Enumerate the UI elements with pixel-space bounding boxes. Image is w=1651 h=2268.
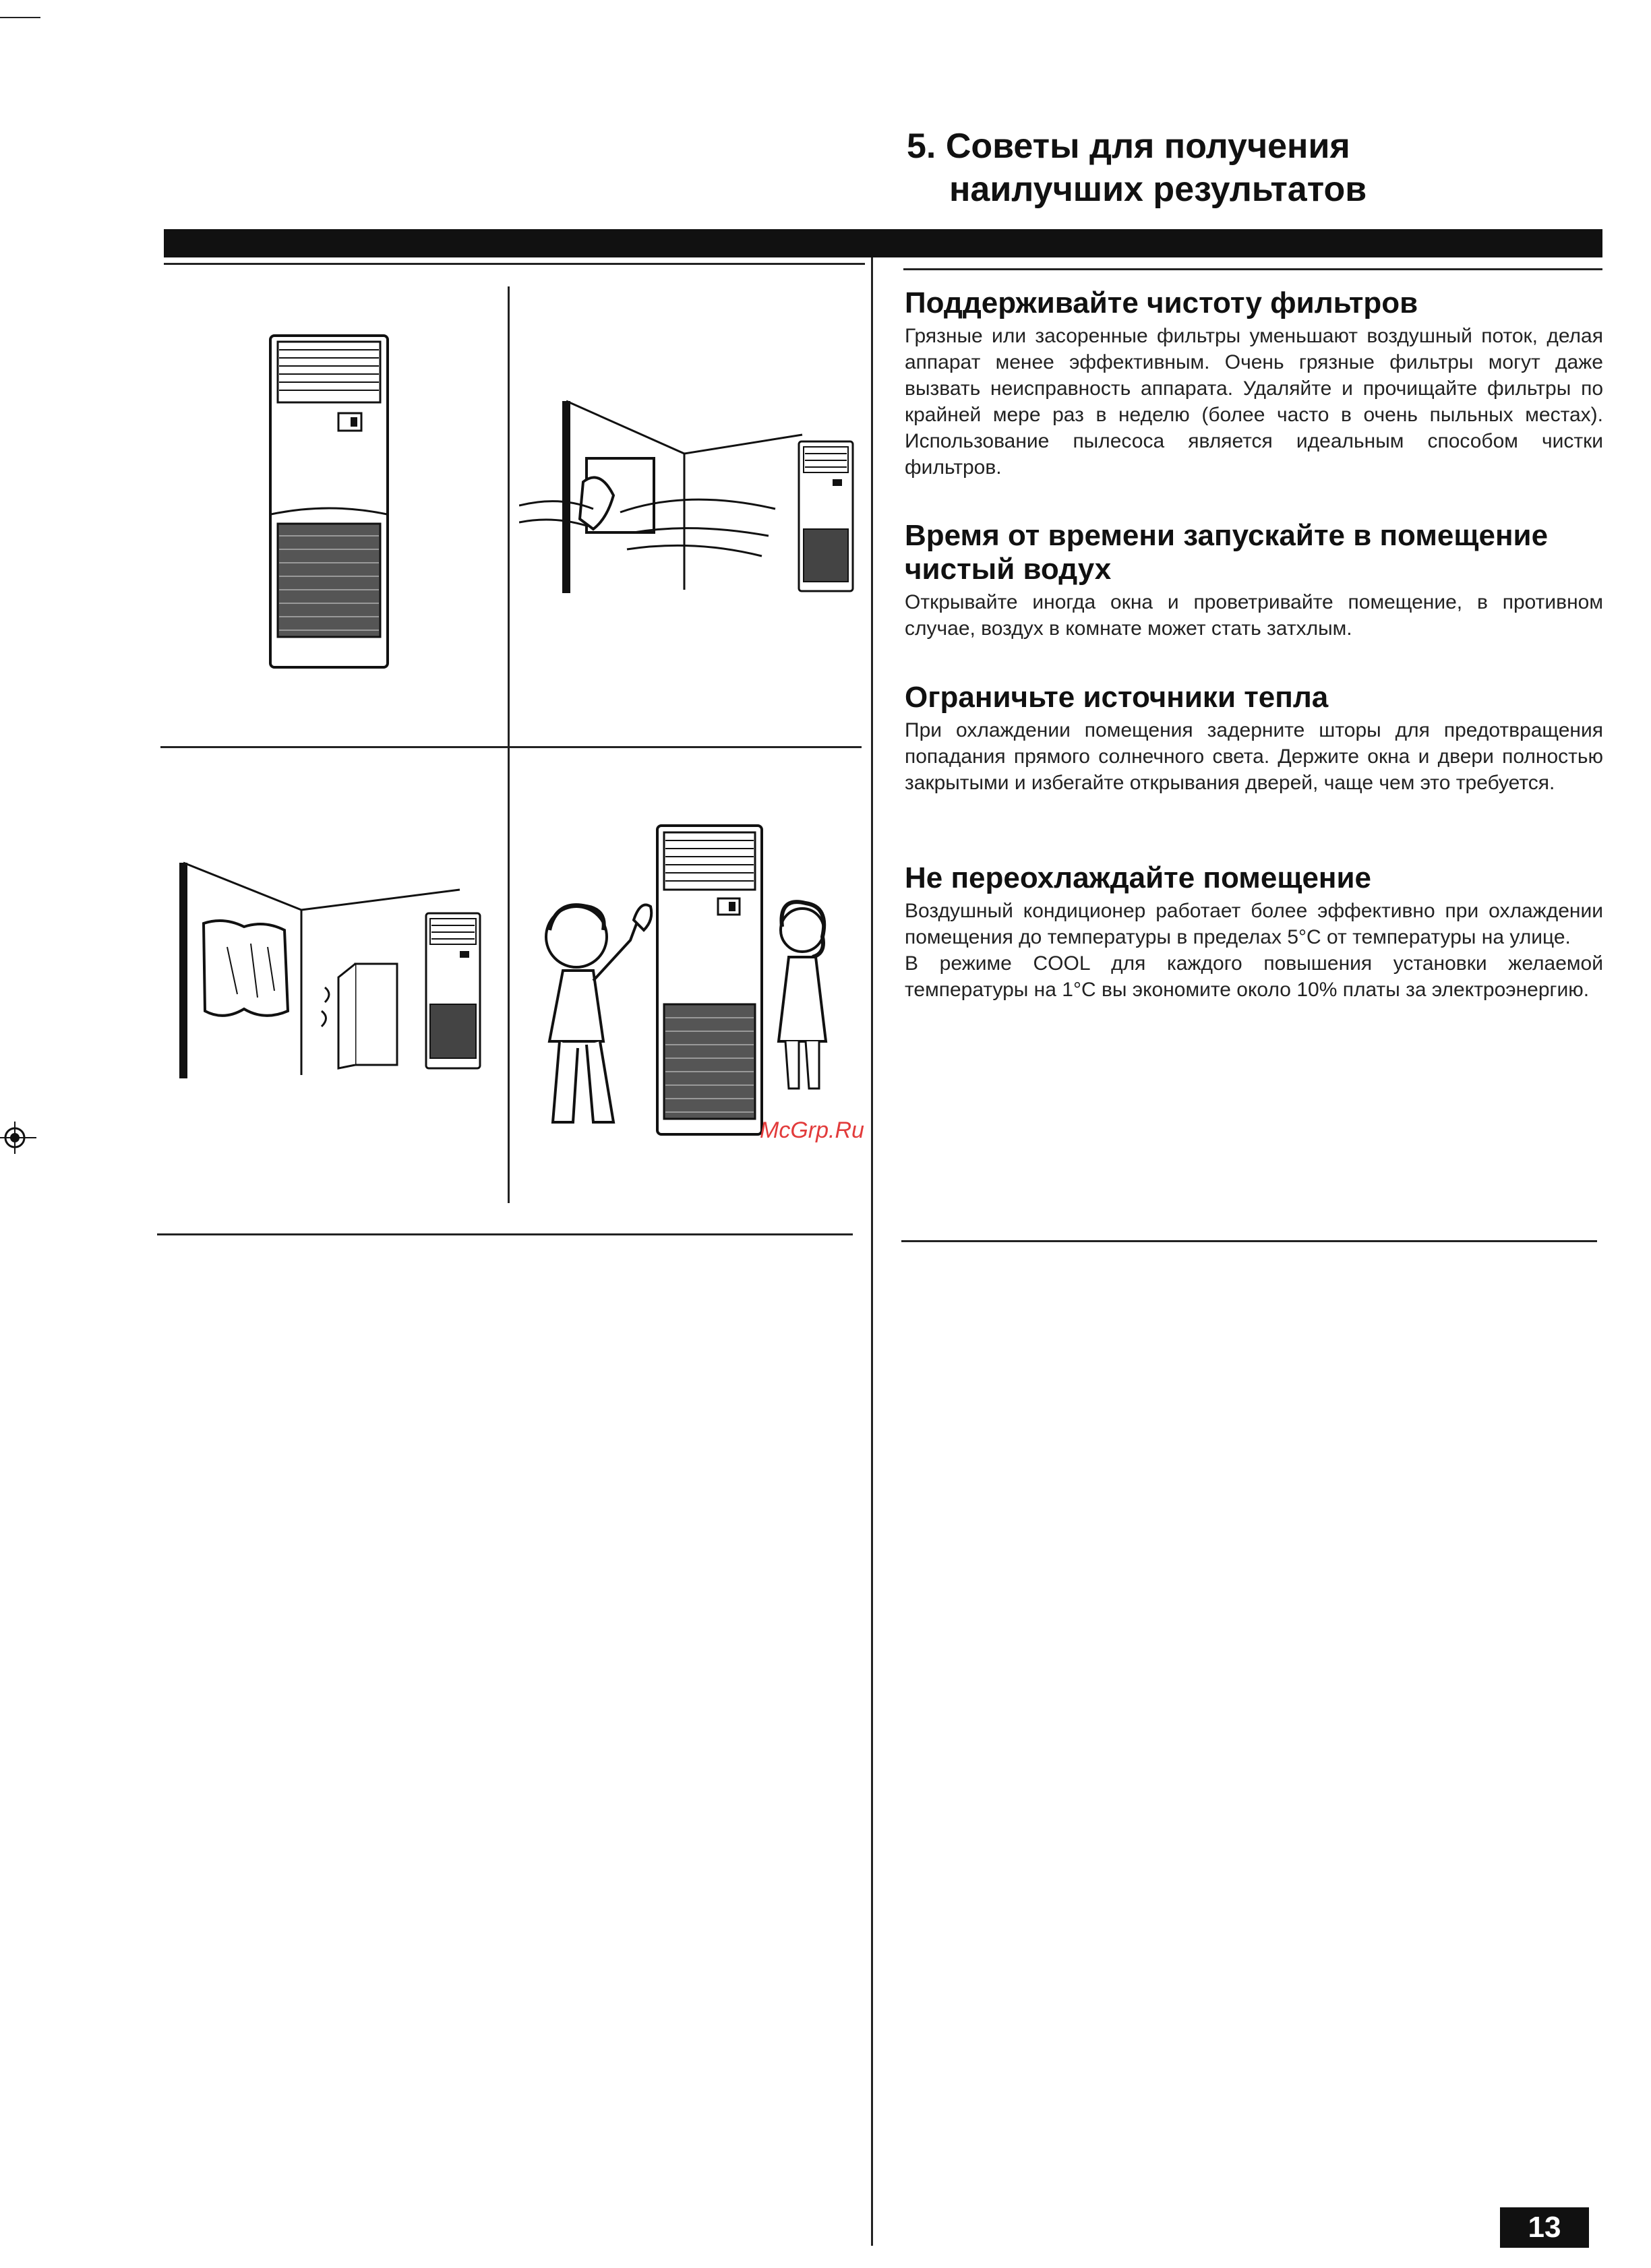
page-title-line2: наилучших результатов	[949, 170, 1367, 209]
heat-sources-illustration	[177, 853, 487, 1082]
section-body: Грязные или засоренные фильтры уменьшают воздушный поток, делая аппарат менее эффективным. Очень грязные фильтры могут даже вызвать неисправность аппарата. Удаляйте и прочищайте фильтры по крайней мере раз в неделю (более часто в очень пыльных местах). Использование пылесоса является идеальным способом чистки фильтров.	[905, 325, 1603, 479]
left-top-rule	[164, 263, 865, 265]
illustration-vertical-divider	[508, 286, 510, 1203]
section-keep-filters-clean	[905, 286, 1603, 481]
watermark: McGrp.Ru	[760, 1117, 864, 1143]
section-body: При охлаждении помещения задерните шторы для предотвращения попадания прямого солнечного света. Держите окна и двери полностью закрытыми и избегайте открывания дверей, чаще чем это требуется.	[905, 719, 1603, 794]
section-body: Воздушный кондиционер работает более эффективно при охлаждении помещения до температуры в пределах 5°C от температуры на улице.	[905, 900, 1603, 948]
section-do-not-overcool	[905, 861, 1603, 1003]
page-title-line1: 5. Советы для получения	[907, 127, 1350, 166]
section-limit-heat-sources	[905, 681, 1603, 796]
illustration-horizontal-divider	[160, 746, 862, 748]
section-heading: Время от времени запускайте в помещение чистый водух	[905, 519, 1549, 586]
section-heading: Поддерживайте чистоту фильтров	[905, 286, 1418, 319]
right-bottom-rule	[901, 1240, 1597, 1242]
right-top-rule	[903, 268, 1602, 270]
section-fresh-air	[905, 519, 1603, 642]
left-bottom-rule	[157, 1233, 853, 1235]
column-divider	[871, 257, 873, 2246]
registration-mark-icon	[0, 1119, 38, 1157]
page-title	[907, 125, 1513, 211]
section-heading: Ограничьте источники тепла	[905, 681, 1329, 714]
page-number: 13	[1500, 2207, 1589, 2248]
header-bar	[164, 229, 1602, 257]
ac-unit-illustration	[268, 334, 390, 671]
ventilation-illustration	[519, 394, 856, 603]
crop-mark	[0, 17, 40, 18]
section-heading: Не переохлаждайте помещение	[905, 861, 1372, 894]
section-body-secondary: В режиме COOL для каждого повышения установки желаемой температуры на 1°C вы экономите около 10% платы за электроэнергию.	[905, 952, 1603, 1001]
section-body: Открывайте иногда окна и проветривайте помещение, в противном случае, воздух в комнате может стать затхлым.	[905, 591, 1603, 640]
overcooling-illustration	[522, 819, 839, 1142]
